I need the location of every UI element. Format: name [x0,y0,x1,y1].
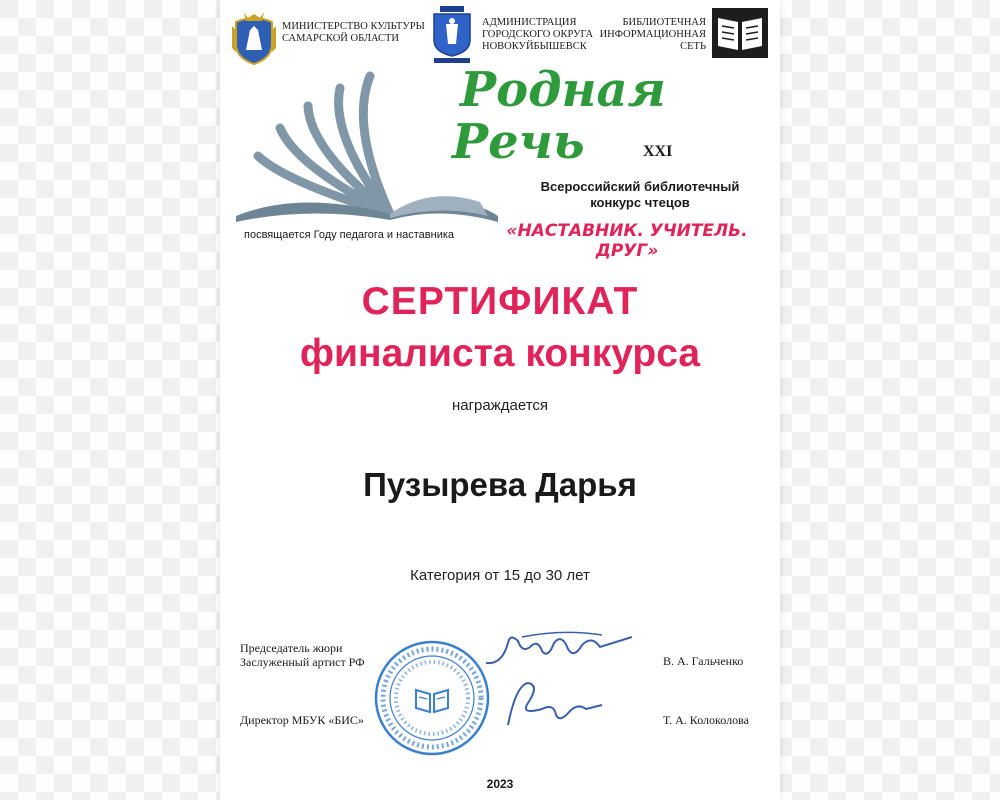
recipient-name: Пузырева Дарья [363,466,637,503]
logo-word-rodnaya: Родная [460,62,666,118]
contest-theme: «НАСТАВНИК. УЧИТЕЛЬ. ДРУГ» [506,221,748,261]
director-title: Директор МБУК «БИС» [240,713,364,727]
jury-chair-signature-icon [482,625,642,675]
contest-logo [452,62,712,182]
certificate-subtitle: финалиста конкурса [299,332,701,375]
awarded-label: награждается [451,397,549,414]
library-network-name: БИБЛИОТЕЧНАЯ ИНФОРМАЦИОННАЯ СЕТЬ [599,17,706,52]
certificate-title: СЕРТИФИКАТ [361,280,639,323]
samara-coat-of-arms-icon [230,8,278,66]
contest-edition: XXI [643,143,673,160]
contest-dedication: посвящается Году педагога и наставника [244,229,455,241]
certificate-sheet [220,0,780,800]
jury-chair-title: Председатель жюри Заслуженный артист РФ [240,641,365,669]
director-signature-icon [498,675,608,730]
contest-name: Всероссийский библиотечный конкурс чтецов [540,179,740,210]
age-category: Категория от 15 до 30 лет [410,567,590,584]
open-book-logo-icon [712,8,768,58]
director-name: Т. А. Колоколова [663,713,749,727]
logo-word-rech: Речь [452,114,585,170]
novokuibyshevsk-coat-of-arms-icon [428,4,476,64]
official-stamp-icon [372,638,492,758]
jury-chair-name: В. А. Гальченко [663,654,744,668]
administration-name: АДМИНИСТРАЦИЯ ГОРОДСКОГО ОКРУГА НОВОКУЙБЫШЕВСК [482,17,594,52]
issue-year: 2023 [486,777,514,791]
ministry-name: МИНИСТЕРСТВО КУЛЬТУРЫ САМАРСКОЙ ОБЛАСТИ [282,21,425,44]
